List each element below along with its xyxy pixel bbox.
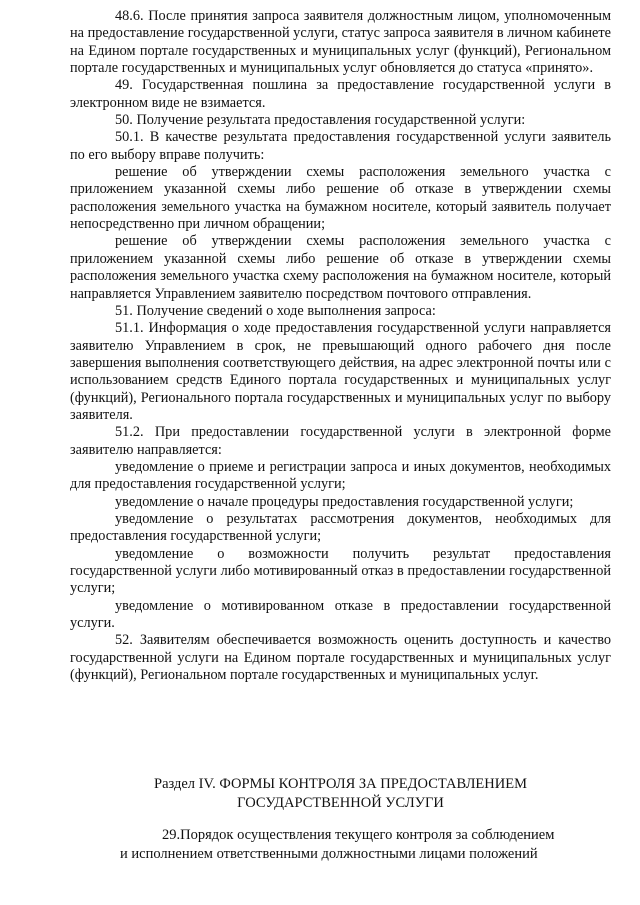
- paragraph-50-1-item-1: решение об утверждении схемы расположения земельного участка с приложением указанной схемы либо решение об отказе в утверждении схемы расположения земельного участка на бумажном носителе, который заявитель получает непосредственно при личном обращении;: [70, 164, 611, 233]
- document-body: [70, 8, 611, 684]
- subsection-heading-line-1: 29.Порядок осуществления текущего контроля за соблюдением: [162, 827, 555, 843]
- paragraph-51-2: 51.2. При предоставлении государственной услуги в электронной форме заявителю направляется:: [70, 424, 611, 458]
- subsection-heading-line-2: и исполнением ответственными должностными лицами положений: [120, 846, 538, 862]
- section-heading-line-2: ГОСУДАРСТВЕННОЙ УСЛУГИ: [237, 795, 444, 811]
- paragraph-50: 50. Получение результата предоставления государственной услуги:: [115, 112, 526, 129]
- paragraph-49: 49. Государственная пошлина за предоставление государственной услуги в электронном виде не взимается.: [70, 77, 611, 111]
- section-heading: [70, 775, 611, 813]
- section-heading-line-1: Раздел IV. ФОРМЫ КОНТРОЛЯ ЗА ПРЕДОСТАВЛЕНИЕМ: [154, 776, 527, 792]
- subsection-heading: [70, 826, 611, 864]
- notification-item-5: уведомление о мотивированном отказе в предоставлении государственной услуги.: [70, 597, 611, 632]
- paragraph-51: 51. Получение сведений о ходе выполнения запроса:: [115, 302, 436, 319]
- notification-item-1: уведомление о приеме и регистрации запроса и иных документов, необходимых для предоставления государственной услуги;: [70, 458, 611, 493]
- notification-item-2: уведомление о начале процедуры предоставления государственной услуги;: [115, 493, 574, 510]
- notification-item-3: уведомление о результатах рассмотрения документов, необходимых для предоставления государственной услуги;: [70, 510, 611, 545]
- paragraph-51-1: 51.1. Информация о ходе предоставления государственной услуги направляется заявителю Управлением в срок, не превышающий одного рабочего дня после завершения выполнения соответствующего действия, на адрес электронной почты или с использованием средств Единого портала государственных и муниципальных услуг (функций), Регионального портала государственных и муниципальных услуг по выбору заявителя.: [70, 320, 611, 423]
- paragraph-50-1-item-2: решение об утверждении схемы расположения земельного участка с приложением указанной схемы либо решение об отказе в утверждении схемы расположения земельного участка схему расположения на бумажном носителе, который направляется Управлением заявителю посредством почтового отправления.: [70, 233, 611, 302]
- paragraph-48-6: 48.6. После принятия запроса заявителя должностным лицом, уполномоченным на предоставление государственной услуги, статус запроса заявителя в личном кабинете на Едином портале государственных и муниципальных услуг (функций), Региональном портале государственных и муниципальных услуг обновляется до статуса «принято».: [70, 8, 611, 77]
- paragraph-50-1: 50.1. В качестве результата предоставления государственной услуги заявитель по его выбору вправе получить:: [70, 129, 611, 163]
- notification-item-4: уведомление о возможности получить результат предоставления государственной услуги либо мотивированный отказ в предоставлении государственной услуги;: [70, 545, 611, 597]
- paragraph-52: 52. Заявителям обеспечивается возможность оценить доступность и качество государственной услуги на Едином портале государственных и муниципальных услуг (функций), Региональном портале государственных и муниципальных услуг.: [70, 632, 611, 684]
